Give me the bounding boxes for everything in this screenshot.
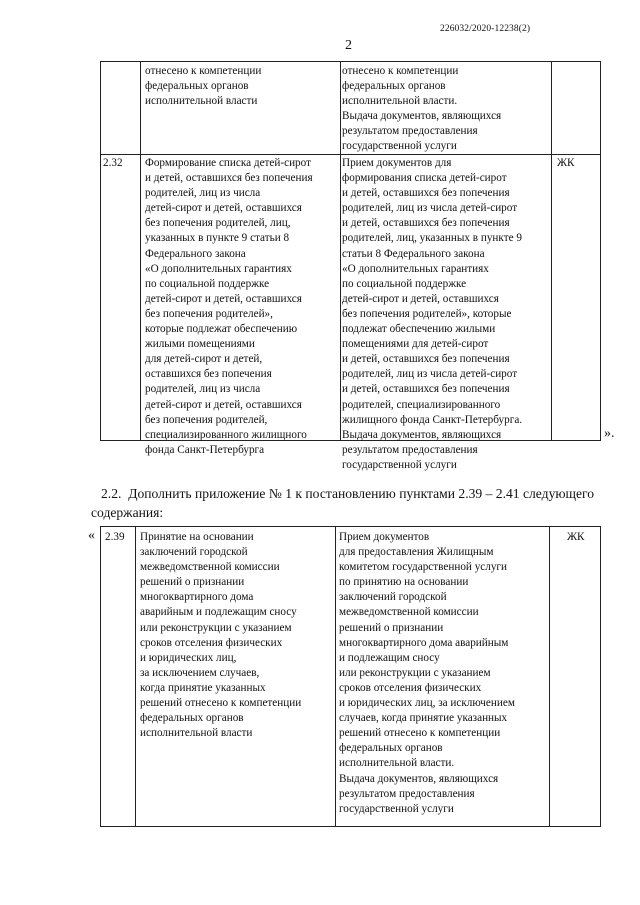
opening-quote: « bbox=[88, 528, 95, 543]
row-2-32-service-name: Формирование списка детей-сирот и детей, оставшихся без попечения родителей, лиц из числа детей-сирот и детей, оставшихся без попечения родителей, лиц, указанных в пункте 9 статьи 8 Федерального закона «О дополнительных гарантиях по социальной поддержке детей-сирот и детей, оставшихся без попечения родителей», которые подлежат обеспечению жилыми помещениями для детей-сирот и детей, оставшихся без попечения родителей, лиц из числа детей-сирот и детей, оставшихся без попечения родителей, специализированного жилищного фонда Санкт-Петербурга bbox=[145, 157, 313, 456]
page-number: 2 bbox=[345, 38, 352, 53]
table-divider bbox=[549, 527, 550, 826]
services-table-1 bbox=[100, 61, 601, 471]
table-divider bbox=[551, 62, 552, 440]
table-divider bbox=[340, 62, 341, 440]
amendment-paragraph bbox=[91, 484, 601, 522]
row-number-2-32: 2.32 bbox=[103, 157, 123, 169]
closing-quote: ». bbox=[604, 426, 615, 441]
amendment-paragraph-line-2: содержания: bbox=[91, 505, 164, 520]
row-2-32-procedure: Прием документов для формирования списка детей-сирот и детей, оставшихся без попечения родителей, лиц из числа детей-сирот и детей, оставшихся без попечения родителей, лиц, указанных в пункте 9 статьи 8 Федерального закона «О дополнительных гарантиях по социальной поддержке детей-сирот и детей, оставшихся без попечения родителей», которые подлежат обеспечению жилыми помещениями для детей-сирот и детей, оставшихся без попечения родителей, лиц из числа детей-сирот и детей, оставшихся без попечения родителей, специализированного жилищного фонда Санкт-Петербурга. Выдача документов, являющихся результатом предоставления государственной услуги bbox=[342, 157, 523, 471]
row-2-32-agency: ЖК bbox=[557, 157, 575, 169]
table-divider bbox=[335, 527, 336, 826]
services-table-2 bbox=[100, 526, 601, 827]
amendment-paragraph-line-1: 2.2. Дополнить приложение № 1 к постановлению пунктами 2.39 – 2.41 следующего bbox=[101, 486, 595, 501]
table-divider bbox=[135, 527, 136, 826]
document-number: 226032/2020-12238(2) bbox=[440, 24, 531, 34]
row-number-2-39: 2.39 bbox=[105, 531, 125, 543]
row-2-39-agency: ЖК bbox=[567, 531, 585, 543]
row-2-39-service-name: Принятие на основании заключений городской межведомственной комиссии решений о признании многоквартирного дома аварийным и подлежащим сносу или реконструкции с указанием сроков отселения физических и юридических лиц, за исключением случаев, когда принятие указанных решений отнесено к компетенции федеральных органов исполнительной власти bbox=[140, 531, 302, 740]
table-row-continuation-name: отнесено к компетенции федеральных органов исполнительной власти bbox=[145, 65, 262, 108]
row-2-39-procedure: Прием документов для предоставления Жилищным комитетом государственной услуги по принятию на основании заключений городской межведомственной комиссии решений о признании многоквартирного дома аварийным и подлежащим сносу или реконструкции с указанием сроков отселения физических и юридических лиц, за исключением случаев, когда принятие указанных решений отнесено к компетенции федеральных органов исполнительной власти. Выдача документов, являющихся результатом предоставления государственной услуги bbox=[339, 531, 515, 815]
table-divider bbox=[140, 62, 141, 440]
table-row-continuation-procedure: отнесено к компетенции федеральных органов исполнительной власти. Выдача документов, являющихся результатом предоставления государственной услуги bbox=[342, 65, 502, 153]
